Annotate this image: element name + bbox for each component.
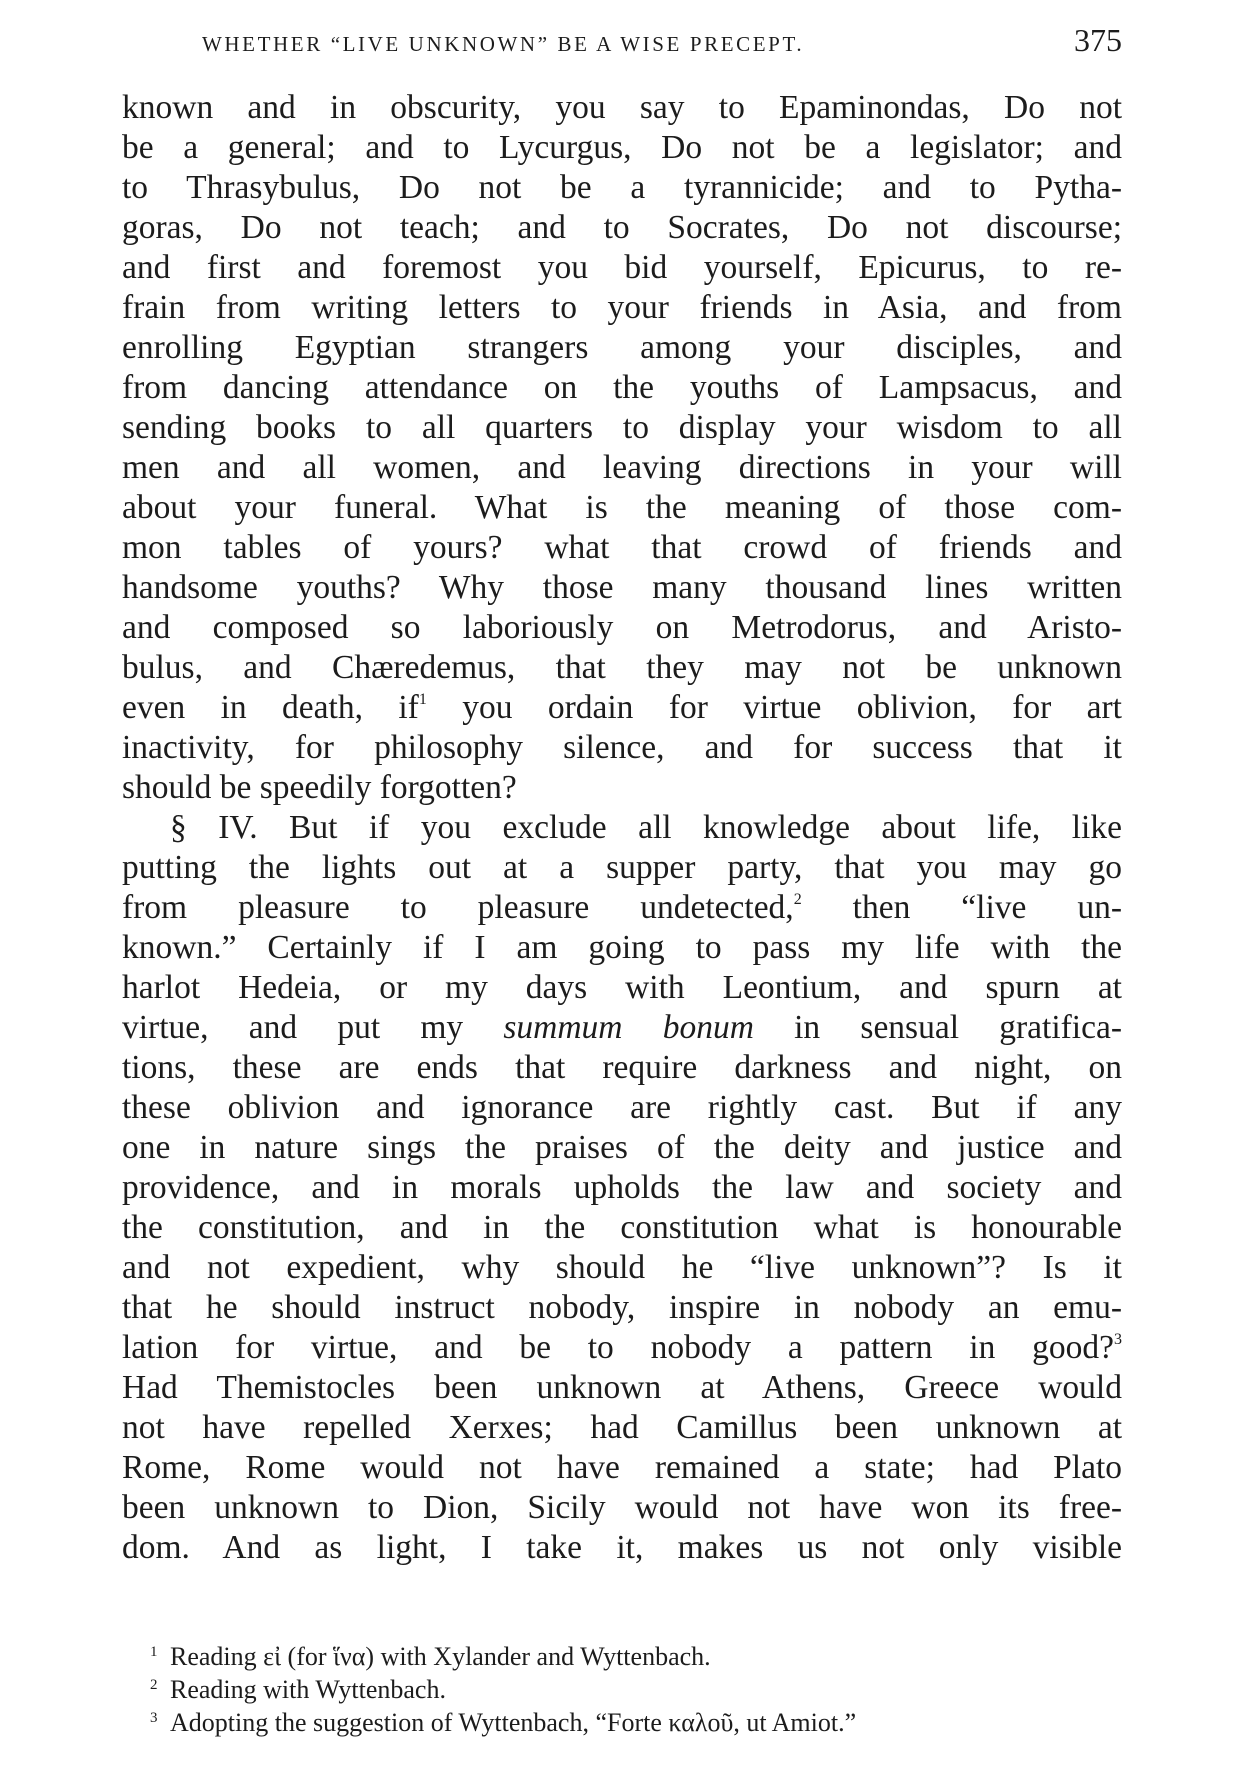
text-line: providence, and in morals upholds the law and society and — [122, 1169, 1122, 1206]
text-segment: you ordain for virtue oblivion, for art — [462, 689, 1122, 726]
text-line: handsome youths? Why those many thousand lines written — [122, 569, 1122, 606]
text-line: one in nature sings the praises of the deity and justice and — [122, 1129, 1122, 1166]
text-segment: then “live un- — [852, 889, 1123, 926]
footnote-text: Adopting the suggestion of Wyttenbach, “Forte καλοῦ, ut Amiot.” — [170, 1708, 857, 1737]
text-line: bulus, and Chæredemus, that they may not be unknown — [122, 649, 1122, 686]
text-line: been unknown to Dion, Sicily would not have won its free- — [122, 1489, 1122, 1526]
text-line: and not expedient, why should he “live unknown”? Is it — [122, 1249, 1122, 1286]
text-segment: lation for virtue, and be to nobody a pattern in good? — [122, 1329, 1114, 1366]
text-line: that he should instruct nobody, inspire in nobody an emu- — [122, 1289, 1122, 1326]
text-line — [122, 1008, 1122, 1048]
text-segment: from pleasure to pleasure undetected, — [122, 889, 794, 926]
running-head-title: WHETHER “LIVE UNKNOWN” BE A WISE PRECEPT. — [202, 32, 805, 56]
text-line — [122, 1328, 1122, 1368]
note-ref: 2 — [793, 891, 802, 908]
running-head — [124, 22, 1122, 66]
text-line: Had Themistocles been unknown at Athens, Greece would — [122, 1369, 1122, 1406]
text-line: from dancing attendance on the youths of Lampsacus, and — [122, 369, 1122, 406]
text-line: inactivity, for philosophy silence, and for success that it — [122, 729, 1122, 766]
footnote-text: Reading εἰ (for ἵνα) with Xylander and Wyttenbach. — [170, 1642, 711, 1671]
text-line: the constitution, and in the constitution what is honourable — [122, 1209, 1122, 1246]
footnote: 1 Reading εἰ (for ἵνα) with Xylander and Wyttenbach. — [150, 1642, 711, 1671]
note-ref: 3 — [1114, 1331, 1122, 1348]
text-line — [122, 688, 1122, 728]
text-line: be a general; and to Lycurgus, Do not be a legislator; and — [122, 129, 1122, 166]
text-segment: virtue, and put my — [122, 1009, 464, 1046]
body-text — [122, 88, 1122, 1568]
text-line: frain from writing letters to your friends in Asia, and from — [122, 289, 1122, 326]
text-line — [122, 888, 1122, 928]
text-line: Rome, Rome would not have remained a state; had Plato — [122, 1449, 1122, 1486]
text-line: known and in obscurity, you say to Epaminondas, Do not — [122, 89, 1122, 126]
text-line: to Thrasybulus, Do not be a tyrannicide; and to Pytha- — [122, 169, 1122, 206]
text-line: mon tables of yours? what that crowd of friends and — [122, 529, 1122, 566]
text-line: and first and foremost you bid yourself, Epicurus, to re- — [122, 249, 1122, 286]
text-line: goras, Do not teach; and to Socrates, Do not discourse; — [122, 209, 1122, 246]
text-segment: even in death, if — [122, 689, 419, 726]
text-line: not have repelled Xerxes; had Camillus been unknown at — [122, 1409, 1122, 1446]
text-line: about your funeral. What is the meaning of those com- — [122, 489, 1122, 526]
text-line: dom. And as light, I take it, makes us not only visible — [122, 1529, 1122, 1566]
text-line: and composed so laboriously on Metrodorus, and Aristo- — [122, 609, 1122, 646]
text-line: harlot Hedeia, or my days with Leontium, and spurn at — [122, 969, 1122, 1006]
text-line: putting the lights out at a supper party, that you may go — [122, 849, 1122, 886]
footnote: 3 Adopting the suggestion of Wyttenbach, “Forte καλοῦ, ut Amiot.” — [150, 1708, 857, 1737]
text-line: should be speedily forgotten? — [122, 769, 517, 806]
text-line: men and all women, and leaving directions in your will — [122, 449, 1122, 486]
footnotes — [150, 1640, 1130, 1739]
text-line: these oblivion and ignorance are rightly cast. But if any — [122, 1089, 1122, 1126]
text-line: sending books to all quarters to display your wisdom to all — [122, 409, 1122, 446]
section-start-line: § IV. But if you exclude all knowledge about life, like — [170, 809, 1122, 846]
footnote-text: Reading with Wyttenbach. — [170, 1675, 446, 1704]
text-line: known.” Certainly if I am going to pass my life with the — [122, 929, 1122, 966]
page-number: 375 — [1074, 22, 1122, 58]
italic-phrase: summum bonum — [503, 1009, 754, 1046]
footnote: 2 Reading with Wyttenbach. — [150, 1675, 446, 1704]
text-line: tions, these are ends that require darkness and night, on — [122, 1049, 1122, 1086]
note-ref: 1 — [418, 691, 427, 708]
text-segment: in sensual gratifica- — [794, 1009, 1122, 1046]
text-line: enrolling Egyptian strangers among your disciples, and — [122, 329, 1122, 366]
